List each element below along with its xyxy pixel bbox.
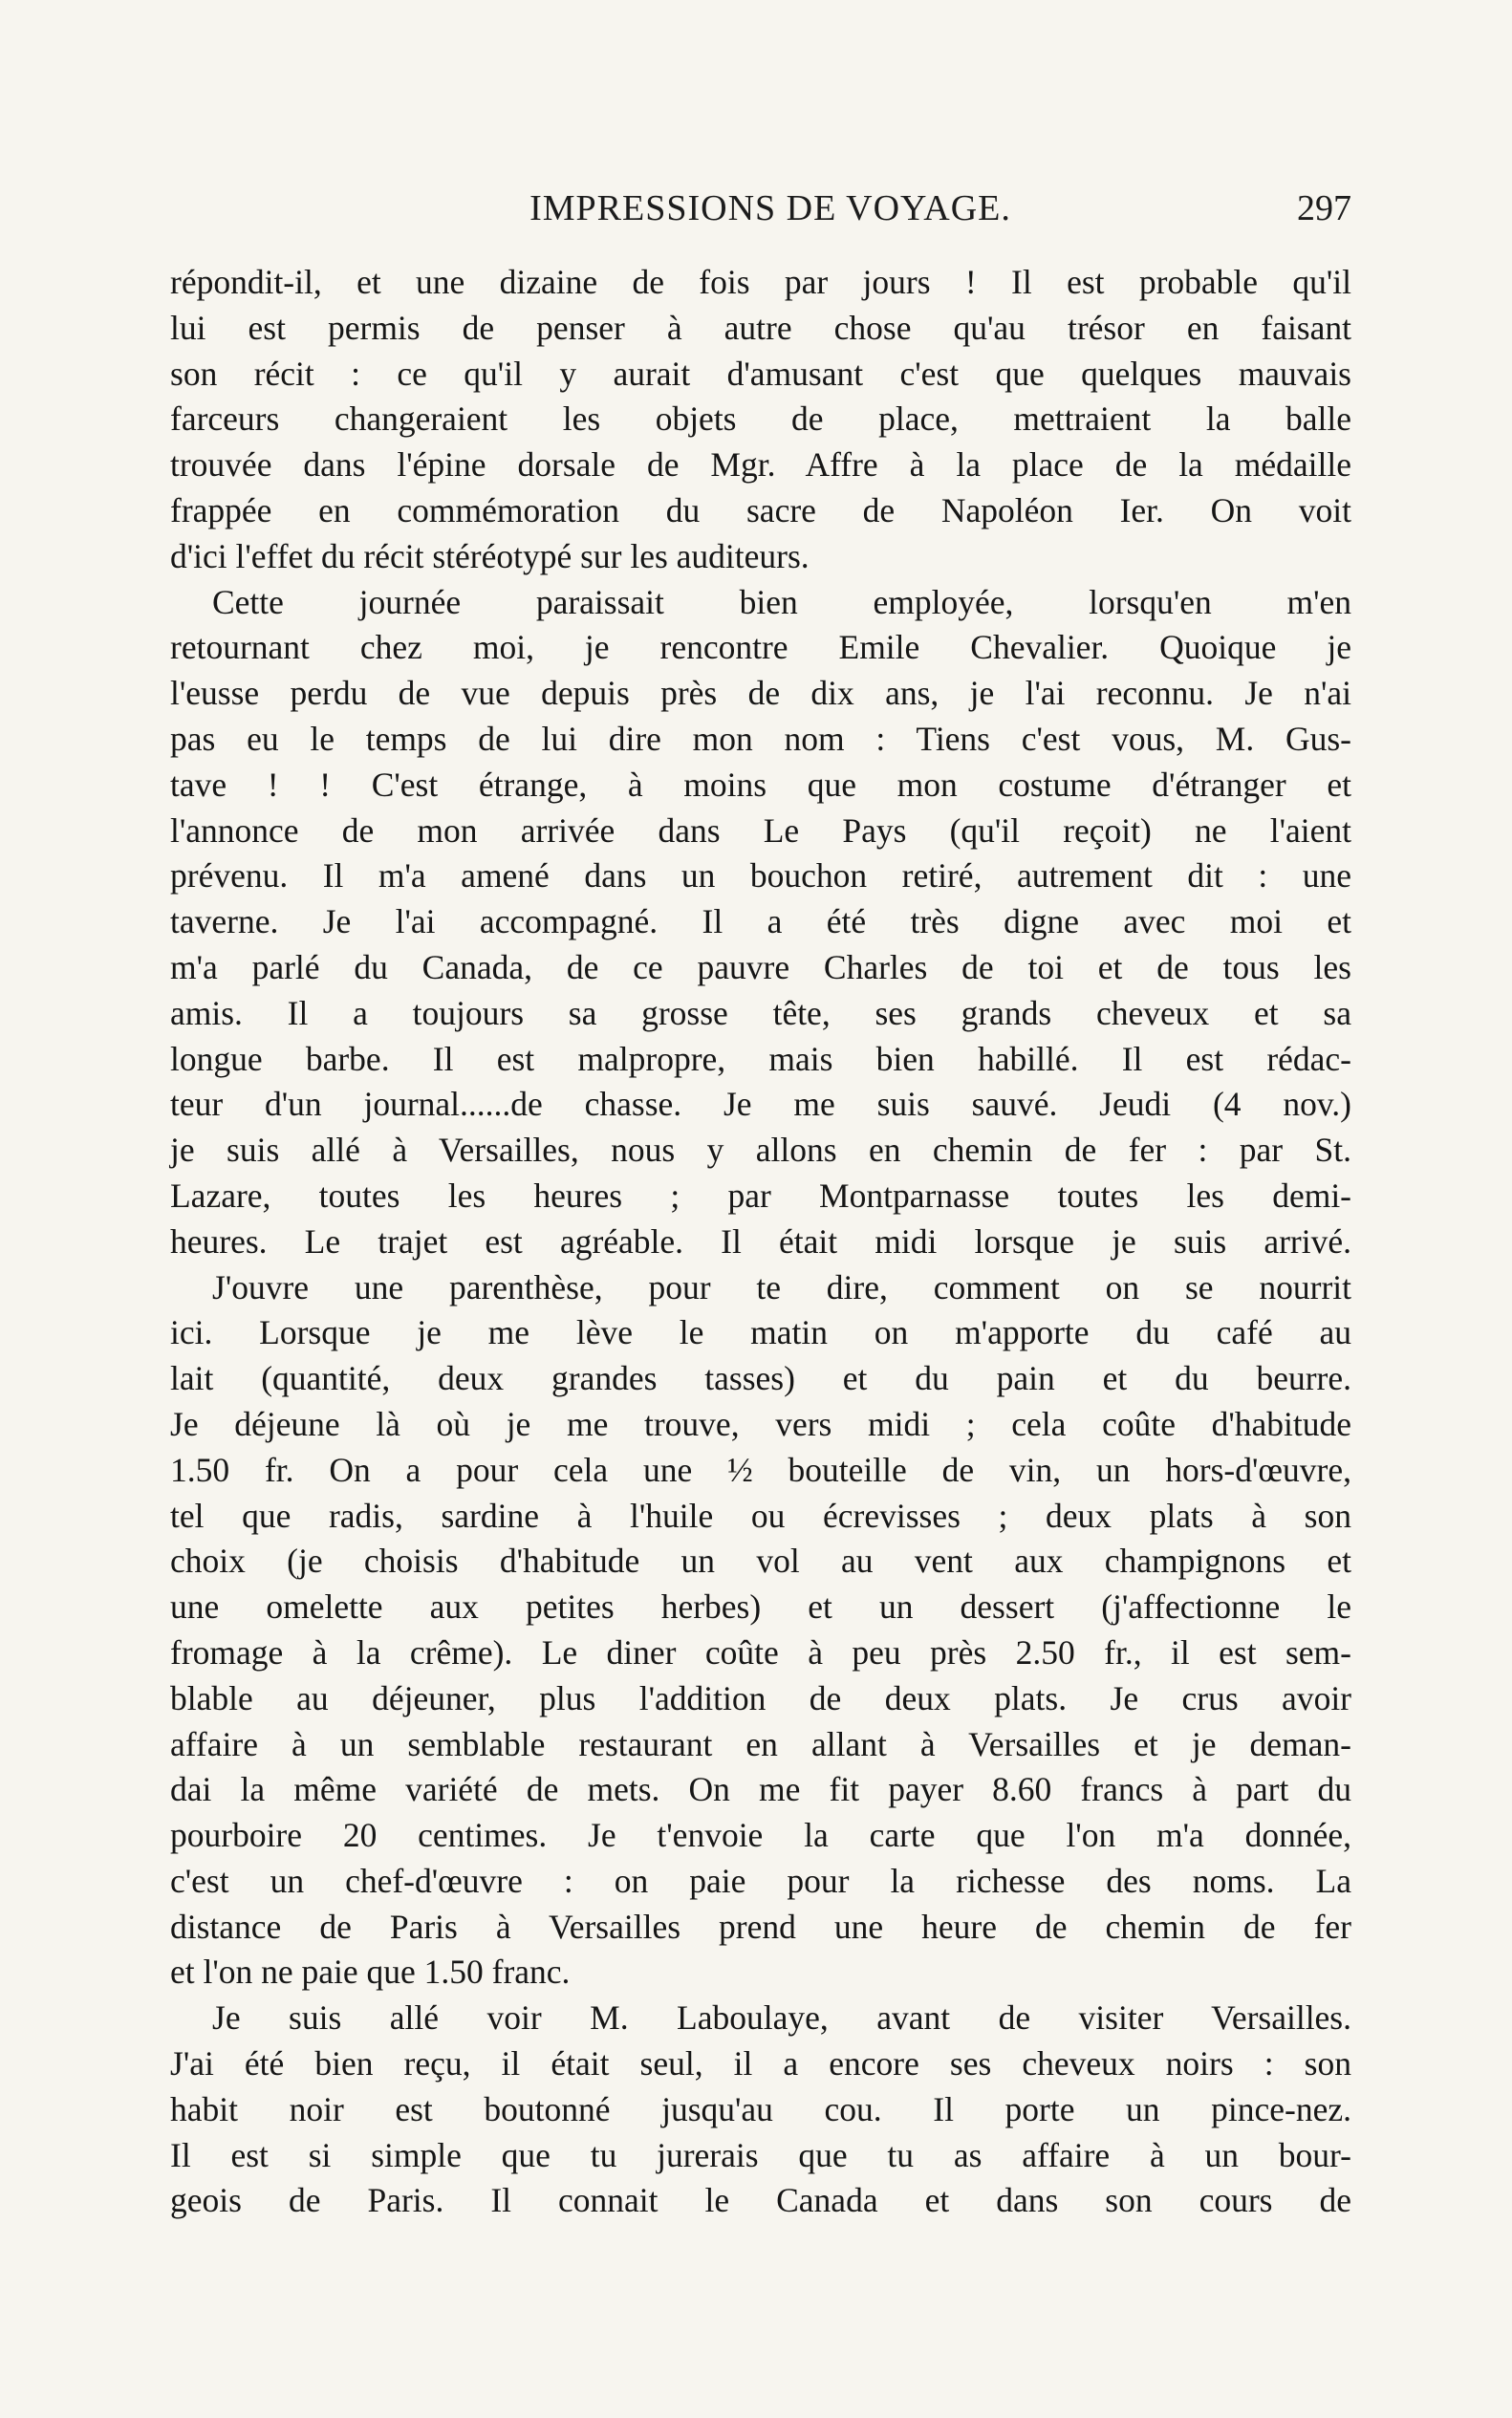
- text-line: je suis allé à Versailles, nous y allons en chemin de fer : par St.: [170, 1131, 1351, 1170]
- text-line: l'annonce de mon arrivée dans Le Pays (qu'il reçoit) ne l'aient: [170, 810, 1351, 850]
- text-line: trouvée dans l'épine dorsale de Mgr. Affre à la place de la médaille: [170, 445, 1351, 485]
- text-line: heures. Le trajet est agréable. Il était midi lorsque je suis arrivé.: [170, 1221, 1351, 1261]
- text-line: frappée en commémoration du sacre de Napoléon Ier. On voit: [170, 490, 1351, 529]
- text-line: geois de Paris. Il connait le Canada et dans son cours de: [170, 2181, 1351, 2220]
- text-line: et l'on ne paie que 1.50 franc.: [170, 1953, 571, 1992]
- text-line: amis. Il a toujours sa grosse tête, ses grands cheveux et sa: [170, 993, 1351, 1032]
- text-line: pourboire 20 centimes. Je t'envoie la carte que l'on m'a donnée,: [170, 1816, 1351, 1855]
- text-line: lui est permis de penser à autre chose qu'au trésor en faisant: [170, 308, 1351, 347]
- text-line: tave ! ! C'est étrange, à moins que mon costume d'étranger et: [170, 765, 1351, 804]
- text-line: Cette journée paraissait bien employée, lorsqu'en m'en: [212, 582, 1351, 621]
- text-line: Je suis allé voir M. Laboulaye, avant de visiter Versailles.: [212, 1998, 1351, 2038]
- text-line: lait (quantité, deux grandes tasses) et du pain et du beurre.: [170, 1359, 1351, 1398]
- text-line: son récit : ce qu'il y aurait d'amusant c'est que quelques mauvais: [170, 354, 1351, 393]
- text-line: taverne. Je l'ai accompagné. Il a été très digne avec moi et: [170, 902, 1351, 941]
- text-line: c'est un chef-d'œuvre : on paie pour la richesse des noms. La: [170, 1861, 1351, 1900]
- text-line: affaire à un semblable restaurant en allant à Versailles et je deman-: [170, 1724, 1351, 1763]
- text-line: J'ai été bien reçu, il était seul, il a encore ses cheveux noirs : son: [170, 2044, 1351, 2083]
- text-line: 1.50 fr. On a pour cela une ½ bouteille de vin, un hors-d'œuvre,: [170, 1450, 1351, 1489]
- text-line: dai la même variété de mets. On me fit payer 8.60 francs à part du: [170, 1770, 1351, 1809]
- text-line: m'a parlé du Canada, de ce pauvre Charles de toi et de tous les: [170, 947, 1351, 986]
- text-line: d'ici l'effet du récit stéréotypé sur les auditeurs.: [170, 536, 810, 575]
- text-line: blable au déjeuner, plus l'addition de deux plats. Je crus avoir: [170, 1678, 1351, 1717]
- text-line: l'eusse perdu de vue depuis près de dix ans, je l'ai reconnu. Je n'ai: [170, 674, 1351, 713]
- text-line: retournant chez moi, je rencontre Emile Chevalier. Quoique je: [170, 628, 1351, 667]
- text-line: ici. Lorsque je me lève le matin on m'apporte du café au: [170, 1313, 1351, 1352]
- body-text: [170, 260, 1351, 2224]
- text-line: longue barbe. Il est malpropre, mais bien habillé. Il est rédac-: [170, 1039, 1351, 1078]
- text-line: distance de Paris à Versailles prend une heure de chemin de fer: [170, 1907, 1351, 1946]
- text-line: Il est si simple que tu jurerais que tu as affaire à un bour-: [170, 2135, 1351, 2174]
- text-line: Lazare, toutes les heures ; par Montparnasse toutes les demi-: [170, 1176, 1351, 1215]
- text-line: habit noir est boutonné jusqu'au cou. Il porte un pince-nez.: [170, 2089, 1351, 2128]
- text-line: Je déjeune là où je me trouve, vers midi ; cela coûte d'habitude: [170, 1404, 1351, 1443]
- text-line: prévenu. Il m'a amené dans un bouchon retiré, autrement dit : une: [170, 856, 1351, 896]
- text-line: pas eu le temps de lui dire mon nom : Tiens c'est vous, M. Gus-: [170, 719, 1351, 758]
- text-line: J'ouvre une parenthèse, pour te dire, comment on se nourrit: [212, 1267, 1351, 1306]
- page-number: 297: [1297, 188, 1351, 228]
- text-line: choix (je choisis d'habitude un vol au vent aux champignons et: [170, 1542, 1351, 1581]
- text-line: farceurs changeraient les objets de place, mettraient la balle: [170, 399, 1351, 439]
- text-line: une omelette aux petites herbes) et un dessert (j'affectionne le: [170, 1587, 1351, 1627]
- running-head: [184, 187, 1357, 235]
- text-line: fromage à la crême). Le diner coûte à peu près 2.50 fr., il est sem-: [170, 1632, 1351, 1672]
- text-line: répondit-il, et une dizaine de fois par jours ! Il est probable qu'il: [170, 263, 1351, 301]
- running-title: IMPRESSIONS DE VOYAGE.: [529, 188, 1011, 228]
- text-line: teur d'un journal......de chasse. Je me suis sauvé. Jeudi (4 nov.): [170, 1085, 1351, 1124]
- text-line: tel que radis, sardine à l'huile ou écrevisses ; deux plats à son: [170, 1496, 1351, 1535]
